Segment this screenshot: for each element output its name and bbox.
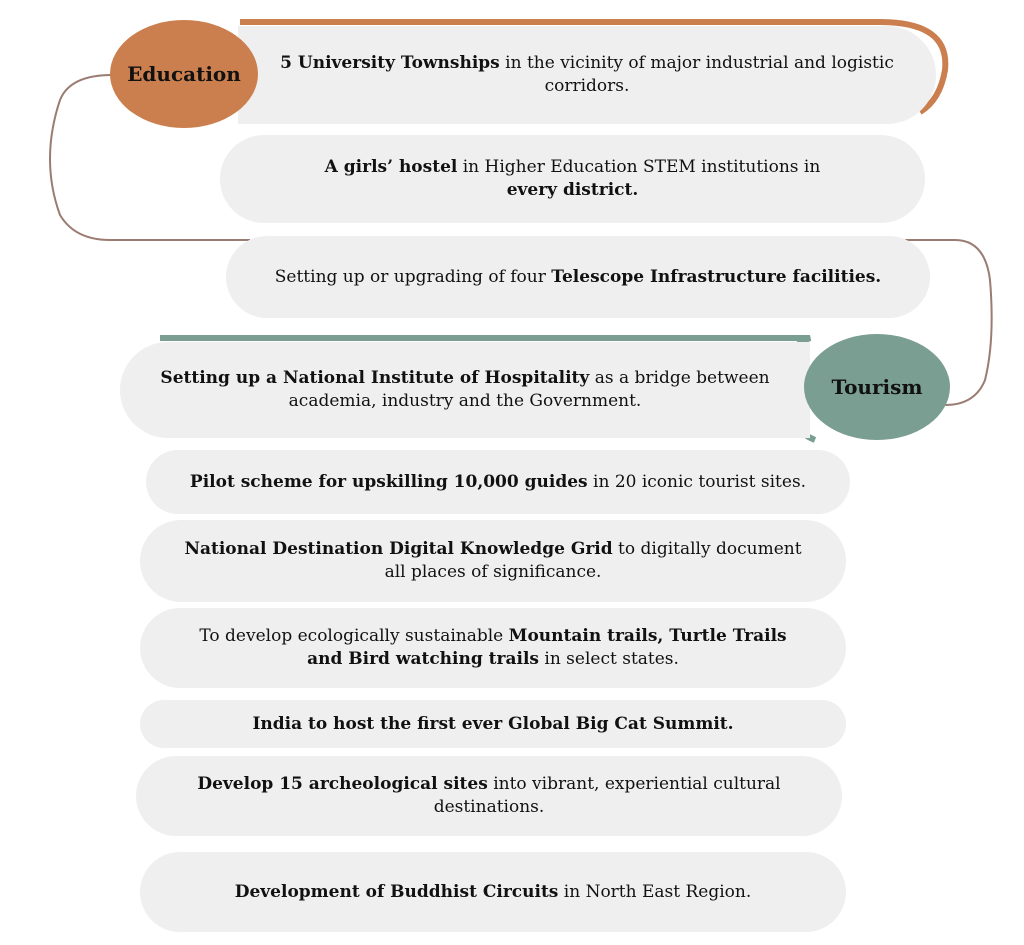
tourism-item-7: Development of Buddhist Circuits in North East Region.: [140, 852, 846, 932]
tourism-item-2: Pilot scheme for upskilling 10,000 guides in 20 iconic tourist sites.: [146, 450, 850, 514]
education-item-1: 5 University Townships in the vicinity of major industrial and logistic corridors.: [238, 26, 936, 124]
education-label: Education: [127, 62, 241, 86]
education-badge: [110, 20, 258, 128]
education-item-2: A girls’ hostel in Higher Education STEM institutions in every district.: [220, 135, 925, 223]
tourism-item-1: Setting up a National Institute of Hospitality as a bridge between academia, industry and the Government.: [120, 342, 810, 438]
tourism-item-5: India to host the first ever Global Big Cat Summit.: [140, 700, 846, 748]
education-item-3: Setting up or upgrading of four Telescope Infrastructure facilities.: [226, 236, 930, 318]
tourism-item-3: National Destination Digital Knowledge Grid to digitally document all places of significance.: [140, 520, 846, 602]
tourism-label: Tourism: [831, 375, 923, 399]
tourism-item-6: Develop 15 archeological sites into vibrant, experiential cultural destinations.: [136, 756, 842, 836]
tourism-badge: [804, 334, 950, 440]
tourism-item-4: To develop ecologically sustainable Mountain trails, Turtle Trails and Bird watching trails in select states.: [140, 608, 846, 688]
